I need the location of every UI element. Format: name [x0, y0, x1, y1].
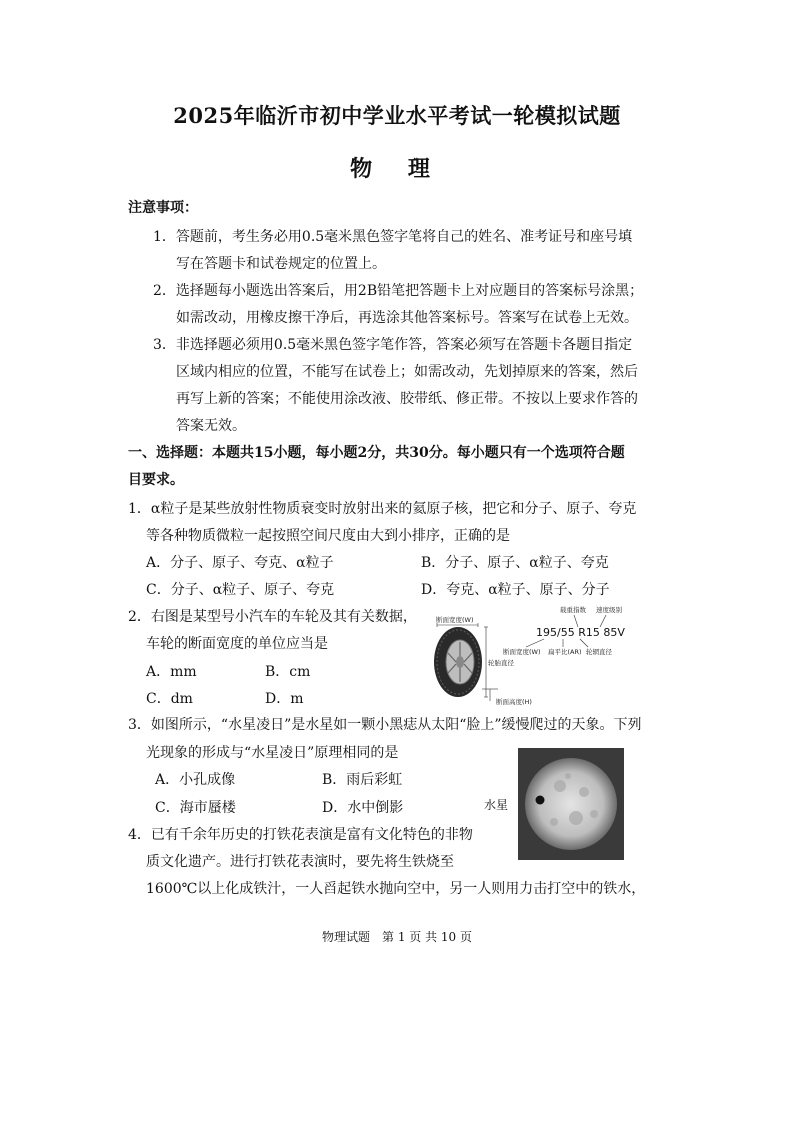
q3-stem-line-2: 光现象的形成与“水星凌日”原理相同的是	[146, 745, 399, 761]
q2-stem-line-1: 2．右图是某型号小汽车的车轮及其有关数据，	[128, 609, 417, 625]
tire-label-diameter: 轮胎直径	[488, 659, 514, 667]
tire-label-speed: 速度级别	[596, 606, 622, 614]
q4-stem-line-3: 1600℃以上化成铁汁，一人舀起铁水抛向空中，另一人则用力击打空中的铁水，	[146, 881, 646, 897]
section-1-heading: 一、选择题：本题共15小题，每小题2分，共30分。每小题只有一个选项符合题	[128, 445, 625, 461]
q2-option-d: D．m	[265, 691, 304, 707]
mercury-transit-image	[518, 748, 624, 860]
tire-label-width: 断面宽度(W)	[503, 648, 541, 656]
subject-title: 物 理	[350, 156, 444, 182]
tire-icon	[434, 627, 482, 697]
tire-label-ratio: 扁平比(AR)	[548, 648, 582, 656]
q3-stem-line-1: 3．如图所示，“水星凌日”是水星如一颗小黑痣从太阳“脸上”缓慢爬过的天象。下列	[128, 717, 642, 733]
note-1-line-2: 写在答题卡和试卷规定的位置上。	[176, 256, 386, 272]
q1-option-d: D．夸克、α粒子、原子、分子	[421, 582, 610, 598]
note-1-line-1: 1．答题前，考生务必用0.5毫米黑色签字笔将自己的姓名、准考证号和座号填	[153, 229, 633, 245]
tire-spec: 195/55 R15 85V	[536, 626, 625, 639]
q1-option-a: A．分子、原子、夸克、α粒子	[146, 555, 334, 571]
note-3-line-1: 3．非选择题必须用0.5毫米黑色签字笔作答，答案必须写在答题卡各题目指定	[153, 337, 633, 353]
mercury-dot	[536, 796, 545, 805]
q1-option-c: C．分子、α粒子、原子、夸克	[146, 582, 335, 598]
note-3-line-4: 答案无效。	[176, 418, 246, 434]
q3-option-b: B．雨后彩虹	[322, 772, 403, 788]
q4-stem-line-2: 质文化遗产。进行打铁花表演时，要先将生铁烧至	[146, 854, 454, 870]
tire-label-rim: 轮辋直径	[586, 648, 612, 656]
q2-stem-line-2: 车轮的断面宽度的单位应当是	[146, 636, 328, 652]
q1-option-b: B．分子、原子、α粒子、夸克	[421, 555, 609, 571]
q2-option-a: A．mm	[146, 664, 197, 680]
note-2-line-1: 2．选择题每小题选出答案后，用2B铅笔把答题卡上对应题目的答案标号涂黑；	[153, 283, 644, 299]
q1-stem-line-1: 1．α粒子是某些放射性物质衰变时放射出来的氦原子核，把它和分子、原子、夸克	[128, 501, 637, 517]
note-3-line-2: 区域内相应的位置，不能写在试卷上；如需改动，先划掉原来的答案，然后	[176, 364, 638, 380]
exam-title: 2025年临沂市初中学业水平考试一轮模拟试题	[173, 103, 621, 128]
q2-option-b: B．cm	[265, 664, 311, 680]
section-1-heading-cont: 目要求。	[128, 472, 184, 488]
q3-option-a: A．小孔成像	[155, 772, 236, 788]
q4-stem-line-1: 4．已有千余年历史的打铁花表演是富有文化特色的非物	[128, 827, 473, 843]
notes-heading: 注意事项：	[128, 200, 198, 216]
note-2-line-2: 如需改动，用橡皮擦干净后，再选涂其他答案标号。答案写在试卷上无效。	[176, 310, 638, 326]
q2-option-c: C．dm	[146, 691, 193, 707]
q1-stem-line-2: 等各种物质微粒一起按照空间尺度由大到小排序，正确的是	[146, 528, 510, 544]
note-3-line-3: 再写上新的答案；不能使用涂改液、胶带纸、修正带。不按以上要求作答的	[176, 391, 638, 407]
tire-label-width-top: 断面宽度(W)	[436, 616, 474, 624]
tire-figure	[428, 603, 638, 708]
q3-option-d: D．水中倒影	[322, 800, 404, 816]
mercury-label: 水星	[484, 798, 509, 812]
q3-option-c: C．海市蜃楼	[155, 800, 236, 816]
tire-label-load: 载重指数	[560, 606, 586, 614]
tire-label-height: 断面高度(H)	[496, 698, 532, 706]
page-footer: 物理试题 第 1 页 共 10 页	[322, 930, 472, 944]
